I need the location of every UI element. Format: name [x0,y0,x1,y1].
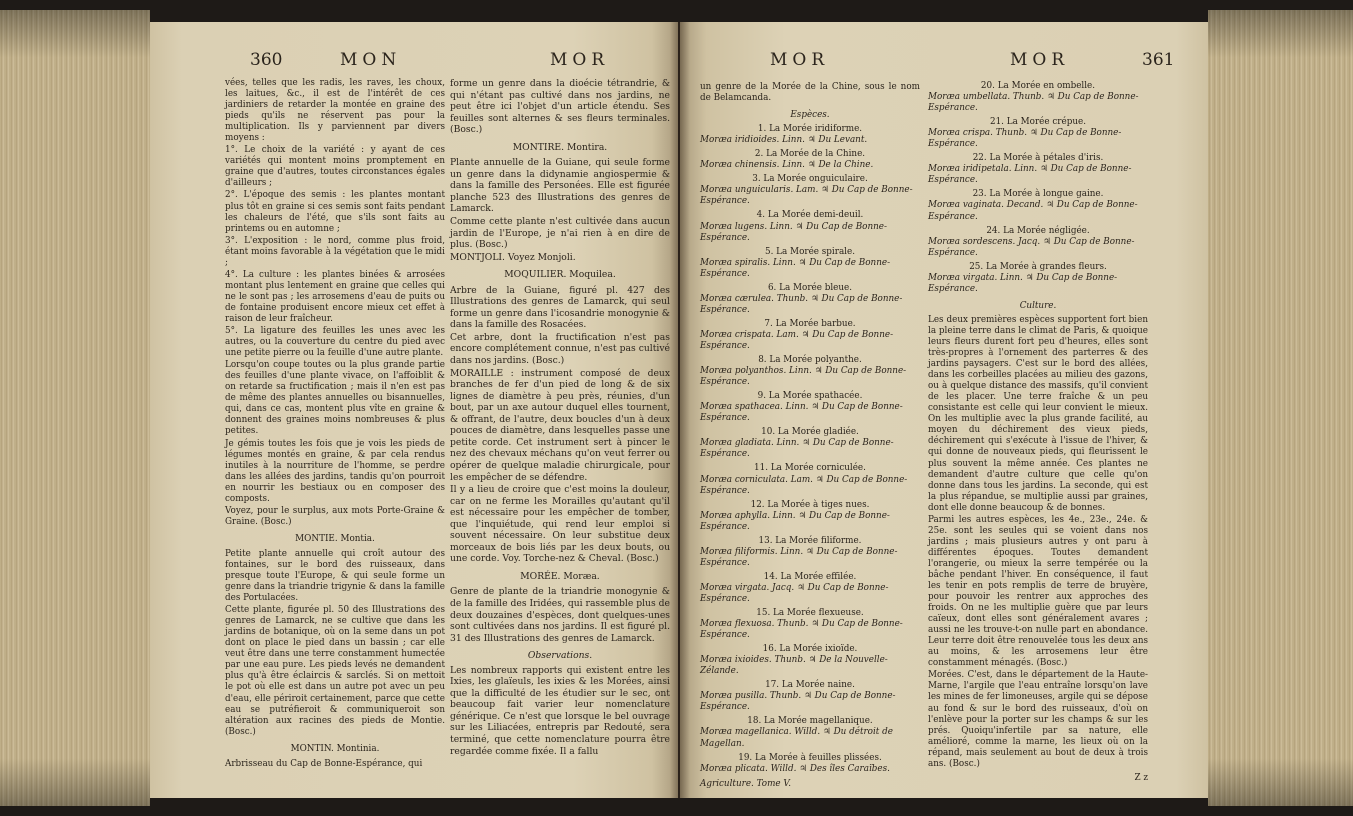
species-synonym: Moræa flexuosa. Thunb. ♃ Du Cap de Bonne-Espérance. [700,619,903,641]
right-column-1 [700,82,920,791]
right-page-number: 361 [1142,50,1175,70]
species-name: 3. La Morée onguiculaire. [752,174,868,185]
species-synonym: Moræa spiralis. Linn. ♃ Du Cap de Bonne-Espérance. [700,257,891,279]
heading-montire: MONTIRE. Montira. [512,141,608,153]
paragraph: Les deux premières espèces supportent fort bien la pleine terre dans le climat de Paris, & quoique leurs fleurs durent fort peu d'heures, elles sont très-propres à l'ornement des parterres & des jardins paysagers. C'est sur le bord des allées, dans les corbeilles placées au milieu des gazons, ou à quelque distance des massifs, qu'il convient de les placer. Une terre fraîche & un peu consistante est celle qui leur convient le mieux. On les multiplie avec la plus grande facilité, au moyen du déchirement des vieux pieds, déchirement qui s'exécute à l'issue de l'hiver, & qui donne de nouveaux pieds, qui fleurissent le plus souvent la même année. Ces plantes ne demandent d'autre culture que celle qu'on donne dans tous les jardins. La seconde, qui est la plus répandue, se multiplie aussi par graines, dont elle donne beaucoup & de bonnes. [928,314,1148,513]
species-synonym: Moræa crispata. Lam. ♃ Du Cap de Bonne-Espérance. [700,329,894,351]
heading-montin: MONTIN. Montinia. [290,743,380,754]
paragraph: 5°. La ligature des feuilles les unes avec les autres, ou la couverture du centre du pied avec une petite pierre ou la feuille d'une autre plante. [225,326,445,359]
species-synonym: Moræa gladiata. Linn. ♃ Du Cap de Bonne-Espérance. [700,438,894,460]
footer-tome: Agriculture. Tome V. [700,778,792,789]
paragraph: Genre de plante de la triandrie monogynie & de la famille des Iridées, qui rassemble plus de deux douzaines d'espèces, dont quelques-unes sont cultivées dans nos jardins. Il est figuré pl. 31 des Illustrations des genres de Lamarck. [450,586,670,644]
paragraph: MORAILLE : instrument composé de deux branches de fer d'un pied de long & de six lignes de diamètre à peu près, réunies, d'un bout, par un axe autour duquel elles tournent, & offrant, de l'autre, deux boucles d'un à deux pouces de diamètre, dans lesquelles passe une petite corde. Cet instrument sert à pincer le nez des chevaux méchans qu'on veut ferrer ou opérer de quelque maladie chirurgicale, pour les empêcher de se défendre. [450,367,670,483]
observations-text: Les nombreux rapports qui existent entre les Ixies, les glaïeuls, les ixies & les Morées, ainsi que la difficulté de les étudier sur le sec, ont beaucoup fait varier leur nomenclature générique. Ce n'est que lorsque le bel ouvrage sur les Liliacées, entrepris par Redouté, sera terminé, que cette nomenclature pourra être regardée comme fixée. Il a fallu [450,664,670,757]
species-name: 22. La Morée à pétales d'iris. [972,153,1104,164]
species-name: 15. La Morée flexueuse. [756,608,864,619]
left-page-edges [0,10,150,806]
book-gutter [670,22,690,798]
paragraph: Je gémis toutes les fois que je vois les pieds de légumes montés en graine, & par cela rendus inutiles à la nourriture de l'homme, se perdre dans les allées des jardins, tandis qu'on pourroit en nourrir les bestiaux ou en composer des composts. [225,438,445,504]
species-name: 11. La Morée corniculée. [754,463,866,474]
species-name: 8. La Morée polyanthe. [758,355,862,366]
species-synonym: Moræa iridioides. Linn. ♃ Du Levant. [700,135,868,146]
species-synonym: Moræa polyanthos. Linn. ♃ Du Cap de Bonne-Espérance. [700,366,907,388]
heading-moquilier: MOQUILIER. Moquilea. [504,269,616,281]
heading-observations: Observations. [527,650,593,662]
right-page-edges [1208,10,1353,806]
signature-mark: Z z [1134,772,1148,783]
species-synonym: Moræa vaginata. Decand. ♃ Du Cap de Bonne-Espérance. [928,200,1138,222]
left-header-left: MON [340,50,402,70]
montin-text: Arbrisseau du Cap de Bonne-Espérance, qui [225,758,423,769]
paragraph: 4°. La culture : les plantes binées & arrosées montant plus lentement en graine que celles qui ne le sont pas ; les arrosemens d'eau de puits ou de fontaine produisent encore mieux cet effet à raison de leur fraîcheur. [225,269,445,324]
paragraph: Comme cette plante n'est cultivée dans aucun jardin de l'Europe, je n'ai rien à en dire de plus. (Bosc.) [450,216,670,251]
heading-montie: MONTIE. Montia. [295,533,375,544]
species-synonym: Moræa crispa. Thunb. ♃ Du Cap de Bonne-Espérance. [928,128,1122,150]
paragraph: forme un genre dans la dioécie tétrandrie, & qui n'étant pas cultivé dans nos jardins, ne peut être ici l'objet d'un article étendu. Ses feuilles sont alternes & ses fleurs terminales. (Bosc.) [450,78,670,136]
species-name: 14. La Morée effilée. [763,571,857,582]
species-synonym: Moræa unguicularis. Lam. ♃ Du Cap de Bonne-Espérance. [700,185,913,207]
species-name: 10. La Morée gladiée. [761,427,859,438]
right-column-2 [928,78,1148,785]
species-name: 2. La Morée de la Chine. [754,149,866,160]
species-synonym: Moræa iridipetala. Linn. ♃ Du Cap de Bonne-Espérance. [928,164,1132,186]
species-name: 13. La Morée filiforme. [758,535,862,546]
species-synonym: Moræa lugens. Linn. ♃ Du Cap de Bonne-Espérance. [700,221,887,243]
paragraph: MONTJOLI. Voyez Monjoli. [450,251,576,263]
species-synonym: Moræa filiformis. Linn. ♃ Du Cap de Bonne-Espérance. [700,546,898,568]
species-synonym: Moræa magellanica. Willd. ♃ Du détroit de Magellan. [700,727,893,749]
species-name: 24. La Morée négligée. [986,225,1090,236]
right-header-left: MOR [770,50,830,70]
paragraph: Petite plante annuelle qui croît autour des fontaines, sur le bord des ruisseaux, dans presque toute l'Europe, & qui seule forme un genre dans la triandrie trigynie & dans la famille des Portulacées. [225,548,445,604]
paragraph: Parmi les autres espèces, les 4e., 23e., 24e. & 25e. sont les seules qui se voient dans nos jardins ; mais plusieurs autres y ont paru à différentes époques. Toutes demandent l'orangerie, ou mieux la serre tempérée ou la bâche pendant l'hiver. En conséquence, il faut les tenir en pots remplis de terre de bruyère, pour pouvoir les rentrer aux approches des froids. On ne les multiplie guère que par leurs caïeux, dont elles sont généralement avares ; aussi ne les trouve-t-on nulle part en abondance. Leur terre doit être renouvelée tous les deux ans au moins, & les arrosemens leur être constamment ménagés. (Bosc.) [928,514,1148,669]
species-name: 18. La Morée magellanique. [747,716,873,727]
species-synonym: Moræa spathacea. Linn. ♃ Du Cap de Bonne-Espérance. [700,402,903,424]
paragraph: Voyez, pour le surplus, aux mots Porte-Graine & Graine. (Bosc.) [225,505,445,527]
species-name: 25. La Morée à grandes fleurs. [969,261,1107,272]
species-name: 23. La Morée à longue gaine. [972,189,1104,200]
species-synonym: Moræa virgata. Jacq. ♃ Du Cap de Bonne-Espérance. [700,582,889,604]
paragraph: 2°. L'époque des semis : les plantes montant plus tôt en graine si ces semis sont faits pendant les chaleurs de l'été, que s'ils sont faits au printems ou en automne ; [225,190,445,234]
species-synonym: Moræa umbellata. Thunb. ♃ Du Cap de Bonne-Espérance. [928,92,1139,114]
paragraph: Cet arbre, dont la fructification n'est pas encore complétement connue, n'est pas cultivé dans nos jardins. (Bosc.) [450,331,670,367]
left-header-right: MOR [550,50,610,70]
paragraph: Cette plante, figurée pl. 50 des Illustrations des genres de Lamarck, ne se cultive que dans les jardins de botanique, où on la seme dans un pot dont on place le pied dans un bassin ; car elle veut être dans une terre constamment humectée par une eau pure. Les pieds levés ne demandent plus qu'à être éclaircis & sarclés. Si on mettoit le pot où elle est dans un autre pot avec un peu d'eau, elle périroit certainement, parce que cette eau se putréfieroit & communiqueroit son altération aux racines des pieds de Montie. (Bosc.) [225,605,445,737]
species-synonym: Moræa virgata. Linn. ♃ Du Cap de Bonne-Espérance. [928,272,1118,294]
species-name: 6. La Morée bleue. [767,282,853,293]
left-column-2 [450,78,670,758]
paragraph: Morées. C'est, dans le département de la Haute-Marne, l'argile que l'eau entraîne lorsqu'on lave les mines de fer limoneuses, argile qui se dépose au fond & sur le bord des ruisseaux, d'où on l'enlève pour la porter sur les champs & sur les prés. Quoiqu'infertile par sa nature, elle amélioré, comme la marne, les lieux où on la répand, mais seulement au bout de deux à trois ans. (Bosc.) [928,670,1148,769]
heading-moree: MORÉE. Moræa. [520,570,600,582]
species-name: 16. La Morée ixioïde. [762,644,858,655]
right-header-right: MOR [1010,50,1070,70]
species-name: 21. La Morée crépue. [989,117,1087,128]
paragraph: Lorsqu'on coupe toutes ou la plus grande partie des feuilles d'une plante vivace, on l'affoiblit & on retarde sa fructification ; mais il n'en est pas de même des plantes annuelles ou bisannuelles, qui, dans ce cas, montent plus vîte en graine & donnent des graines moins nombreuses & plus petites. [225,360,445,437]
species-name: 12. La Morée à tiges nues. [750,499,870,510]
paragraph: Plante annuelle de la Guiane, qui seule forme un genre dans la didynamie angiospermie & dans la famille des Personées. Elle est figurée planche 523 des Illustrations des genres de Lamarck. [450,157,670,215]
species-synonym: Moræa aphylla. Linn. ♃ Du Cap de Bonne-Espérance. [700,510,890,532]
species-synonym: Moræa cærulea. Thunb. ♃ Du Cap de Bonne-Espérance. [700,293,903,315]
species-synonym: Moræa plicata. Willd. ♃ Des îles Caraïbes. [700,763,890,774]
paragraph: Il y a lieu de croire que c'est moins la douleur, car on ne ferme les Morailles qu'autant qu'il est nécessaire pour les empêcher de tomber, que l'inquiétude, qui rend leur emploi si souvent nécessaire. On leur substitue deux morceaux de bois liés par les deux bouts, ou une corde. Voy. Torche-nez & Cheval. (Bosc.) [450,484,670,565]
paragraph: 1°. Le choix de la variété : y ayant de ces variétés qui montent moins promptement en graine que d'autres, toutes circonstances égales d'ailleurs ; [225,145,445,189]
species-name: 4. La Morée demi-deuil. [756,210,864,221]
species-synonym: Moræa ixioides. Thunb. ♃ De la Nouvelle-Zélande. [700,655,888,677]
species-synonym: Moræa chinensis. Linn. ♃ De la Chine. [700,160,874,171]
species-synonym: Moræa corniculata. Lam. ♃ Du Cap de Bonne-Espérance. [700,474,908,496]
paragraph: 3°. L'exposition : le nord, comme plus froid, étant moins favorable à la végétation que le midi ; [225,235,445,268]
species-name: 17. La Morée naine. [765,680,855,691]
paragraph: Arbre de la Guiane, figuré pl. 427 des Illustrations des genres de Lamarck, qui seul forme un genre dans l'icosandrie monogynie & dans la famille des Rosacées. [450,284,670,331]
species-name: 5. La Morée spirale. [764,246,855,257]
species-synonym: Moræa sordescens. Jacq. ♃ Du Cap de Bonne-Espérance. [928,236,1135,258]
paragraph: vées, telles que les radis, les raves, les choux, les laitues, &c., il est de l'intérêt de ces jardiniers de retarder la montée en graine des pieds qu'ils ne réservent pas pour la multiplication. Ils y parviennent par divers moyens : [225,78,445,144]
left-column-1 [225,78,445,771]
species-name: 20. La Morée en ombelle. [980,81,1096,91]
species-name: 1. La Morée iridiforme. [757,124,863,135]
left-page [150,22,678,798]
species-synonym: Moræa pusilla. Thunb. ♃ Du Cap de Bonne-Espérance. [700,691,896,713]
belamcanda-text: un genre de la Morée de la Chine, sous le nom de Belamcanda. [700,82,920,104]
heading-especes: Espèces. [790,110,830,121]
right-page [680,22,1208,798]
species-name: 7. La Morée barbue. [764,318,856,329]
species-name: 9. La Morée spathacée. [757,391,863,402]
left-page-number: 360 [250,50,283,70]
species-name: 19. La Morée à feuilles plissées. [738,752,882,763]
heading-culture: Culture. [1019,300,1057,311]
